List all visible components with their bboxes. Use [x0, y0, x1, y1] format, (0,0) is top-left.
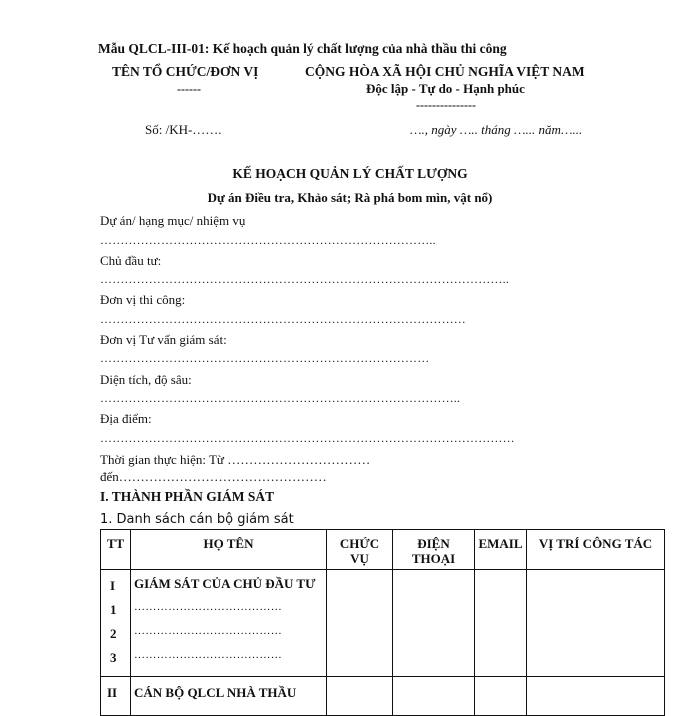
form-title: Mẫu QLCL-III-01: Kế hoạch quản lý chất lượng của nhà thầu thi công: [98, 41, 507, 56]
cell-work-position: [527, 677, 665, 716]
header-name: HỌ TÊN: [131, 530, 327, 570]
name-dots-1: …………………………………: [134, 601, 283, 613]
row-number-1: 1: [110, 602, 117, 617]
consultant-label: Đơn vị Tư vấn giám sát:: [100, 332, 227, 347]
national-motto: Độc lập - Tự do - Hạnh phúc: [366, 81, 525, 96]
cell-work-position: [527, 570, 665, 677]
project-dots: ………………………………………………………………………..: [100, 233, 436, 247]
area-depth-dots: ……………………………………………………………………………..: [100, 391, 461, 405]
cell-position: [327, 570, 393, 677]
organization-divider: ------: [177, 82, 201, 96]
group1-names: [131, 570, 327, 677]
organization-label: TÊN TỔ CHỨC/ĐƠN VỊ: [112, 64, 259, 79]
contractor-label: Đơn vị thi công:: [100, 292, 186, 307]
name-dots-2: …………………………………: [134, 625, 283, 637]
group2-roman: II: [101, 677, 131, 716]
time-from-line: Thời gian thực hiện: Từ ……………………………: [100, 452, 371, 467]
group1-roman: I: [110, 578, 116, 593]
document-title: KẾ HOẠCH QUẢN LÝ CHẤT LƯỢNG: [232, 166, 468, 181]
header-position: CHỨC VỤ: [327, 530, 393, 570]
group1-title: GIÁM SÁT CỦA CHỦ ĐẦU TƯ: [134, 576, 316, 591]
motto-divider: ---------------: [416, 98, 476, 112]
time-to-line: đến…………………………………………: [100, 469, 327, 484]
cell-position: [327, 677, 393, 716]
header-work-position: VỊ TRÍ CÔNG TÁC: [527, 530, 665, 570]
area-depth-label: Diện tích, độ sâu:: [100, 372, 192, 387]
cell-phone: [393, 677, 475, 716]
subsection-heading: 1. Danh sách cán bộ giám sát: [100, 512, 294, 527]
header-email: EMAIL: [475, 530, 527, 570]
investor-label: Chủ đầu tư:: [100, 253, 162, 268]
national-title: CỘNG HÒA XÃ HỘI CHỦ NGHĨA VIỆT NAM: [305, 64, 585, 79]
project-label: Dự án/ hạng mục/ nhiệm vụ: [100, 213, 246, 228]
section-heading: I. THÀNH PHẦN GIÁM SÁT: [100, 489, 275, 504]
name-dots-3: …………………………………: [134, 649, 283, 661]
document-number: Số: /KH-…….: [145, 122, 222, 137]
place-and-date: …., ngày ….. tháng …... năm…...: [410, 122, 583, 137]
row-number-3: 3: [110, 650, 117, 665]
investor-dots: ………………………………………………………………………………………..: [100, 272, 509, 286]
header-phone: ĐIỆN THOẠI: [393, 530, 475, 570]
table-header-row: [101, 530, 665, 570]
cell-email: [475, 570, 527, 677]
cell-phone: [393, 570, 475, 677]
document-subtitle: Dự án Điều tra, Khảo sát; Rà phá bom mìn, vật nổ): [207, 190, 493, 205]
header-tt: TT: [101, 530, 131, 570]
location-label: Địa điểm:: [100, 411, 152, 426]
contractor-dots: ………………………………………………………………………………: [100, 312, 466, 326]
table-row: [101, 570, 665, 677]
cell-email: [475, 677, 527, 716]
group2-title: CÁN BỘ QLCL NHÀ THẦU: [131, 677, 327, 716]
table-row: [101, 677, 665, 716]
supervisor-table: [100, 529, 665, 716]
consultant-dots: ………………………………………………………………………: [100, 351, 430, 365]
location-dots: …………………………………………………………………………………………: [100, 431, 515, 445]
group1-numbers: [101, 570, 131, 677]
row-number-2: 2: [110, 626, 117, 641]
